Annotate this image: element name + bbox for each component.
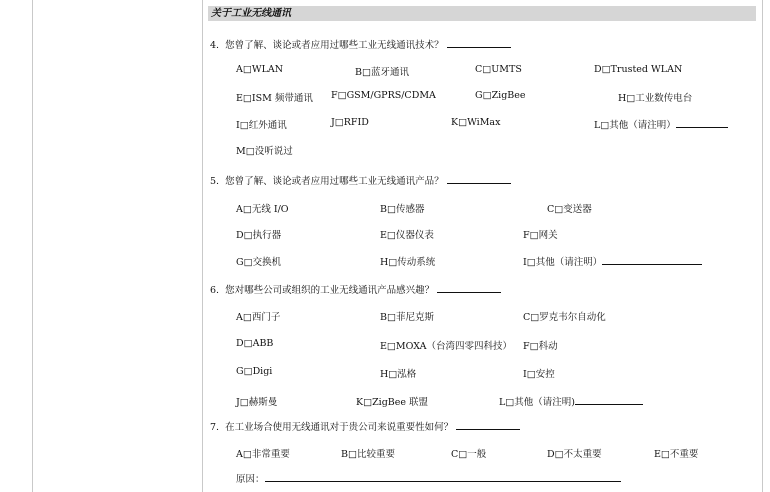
q6-option-i[interactable]: I□安控 — [523, 369, 555, 380]
q5-option-i-blank[interactable] — [602, 255, 702, 265]
q4-option-i[interactable]: I□红外通讯 — [236, 120, 287, 131]
question-7-number: 7. — [210, 422, 220, 433]
q6-option-f[interactable]: F□科动 — [523, 341, 558, 352]
q7-option-d[interactable]: D□不太重要 — [547, 449, 602, 460]
q6-option-b[interactable]: B□菲尼克斯 — [380, 312, 434, 323]
question-6 — [210, 282, 501, 296]
question-5-text: 您曾了解、谈论或者应用过哪些工业无线通讯产品？ — [225, 176, 444, 187]
q7-option-b[interactable]: B□比较重要 — [341, 449, 395, 460]
q5-option-i-label: I□其他（请注明） — [523, 257, 603, 268]
q5-option-h[interactable]: H□传动系统 — [380, 257, 436, 268]
q5-option-g[interactable]: G□交换机 — [236, 257, 282, 268]
question-5-answer-blank[interactable] — [447, 174, 511, 184]
q7-option-e[interactable]: E□不重要 — [654, 449, 699, 460]
question-6-answer-blank[interactable] — [437, 283, 501, 293]
left-margin-line — [32, 0, 33, 492]
q7-reason-label: 原因： — [236, 474, 265, 485]
q6-option-l-blank[interactable] — [575, 395, 643, 405]
question-7-text: 在工业场合使用无线通讯对于贵公司来说重要性如何？ — [225, 422, 454, 433]
question-5 — [210, 173, 511, 187]
q4-option-l-blank[interactable] — [676, 118, 728, 128]
q6-option-j[interactable]: J□赫斯曼 — [236, 397, 278, 408]
q4-option-g[interactable]: G□ZigBee — [475, 90, 526, 101]
question-4 — [210, 37, 511, 51]
q6-option-l-label: L□其他（请注明) — [499, 397, 575, 408]
q4-option-l-label: L□其他（请注明） — [594, 120, 676, 131]
q7-option-c[interactable]: C□一般 — [451, 449, 487, 460]
q5-option-i[interactable] — [523, 254, 702, 268]
q4-option-d[interactable]: D□Trusted WLAN — [594, 64, 683, 75]
q4-option-m[interactable]: M□没听说过 — [236, 146, 293, 157]
q6-option-k[interactable]: K□ZigBee 联盟 — [356, 397, 429, 408]
question-7 — [210, 419, 520, 433]
question-4-text: 您曾了解、谈论或者应用过哪些工业无线通讯技术？ — [225, 40, 444, 51]
content-right-border — [762, 0, 763, 492]
q7-reason[interactable] — [236, 471, 621, 485]
q6-option-l[interactable] — [499, 394, 643, 408]
q6-option-c[interactable]: C□罗克韦尔自动化 — [523, 312, 606, 323]
q6-option-e[interactable]: E□MOXA（台湾四零四科技） — [380, 341, 513, 352]
q7-reason-blank[interactable] — [265, 472, 621, 482]
q4-option-f[interactable]: F□GSM/GPRS/CDMA — [331, 90, 436, 101]
question-6-text: 您对哪些公司或组织的工业无线通讯产品感兴趣？ — [225, 285, 435, 296]
content-left-border — [202, 0, 203, 492]
question-4-answer-blank[interactable] — [447, 38, 511, 48]
question-5-number: 5. — [210, 176, 220, 187]
question-7-answer-blank[interactable] — [456, 420, 520, 430]
question-6-number: 6. — [210, 285, 220, 296]
section-title: 关于工业无线通讯 — [208, 6, 756, 21]
question-4-number: 4. — [210, 40, 220, 51]
q4-option-h[interactable]: H□工业数传电台 — [618, 93, 693, 104]
q4-option-a[interactable]: A□WLAN — [236, 64, 284, 75]
q6-option-a[interactable]: A□西门子 — [236, 312, 281, 323]
q6-option-h[interactable]: H□泓格 — [380, 369, 417, 380]
q4-option-j[interactable]: J□RFID — [331, 117, 369, 128]
q5-option-c[interactable]: C□变送器 — [547, 204, 592, 215]
q6-option-d[interactable]: D□ABB — [236, 338, 274, 349]
q4-option-c[interactable]: C□UMTS — [475, 64, 522, 75]
q4-option-l[interactable] — [594, 117, 728, 131]
q6-option-g[interactable]: G□Digi — [236, 366, 273, 377]
q5-option-f[interactable]: F□网关 — [523, 230, 558, 241]
q4-option-k[interactable]: K□WiMax — [451, 117, 501, 128]
q4-option-b[interactable]: B□蓝牙通讯 — [355, 67, 409, 78]
q5-option-d[interactable]: D□执行器 — [236, 230, 282, 241]
q7-option-a[interactable]: A□非常重要 — [236, 449, 290, 460]
q5-option-b[interactable]: B□传感器 — [380, 204, 425, 215]
q5-option-e[interactable]: E□仪器仪表 — [380, 230, 434, 241]
q5-option-a[interactable]: A□无线 I/O — [236, 204, 289, 215]
q4-option-e[interactable]: E□ISM 频带通讯 — [236, 93, 313, 104]
